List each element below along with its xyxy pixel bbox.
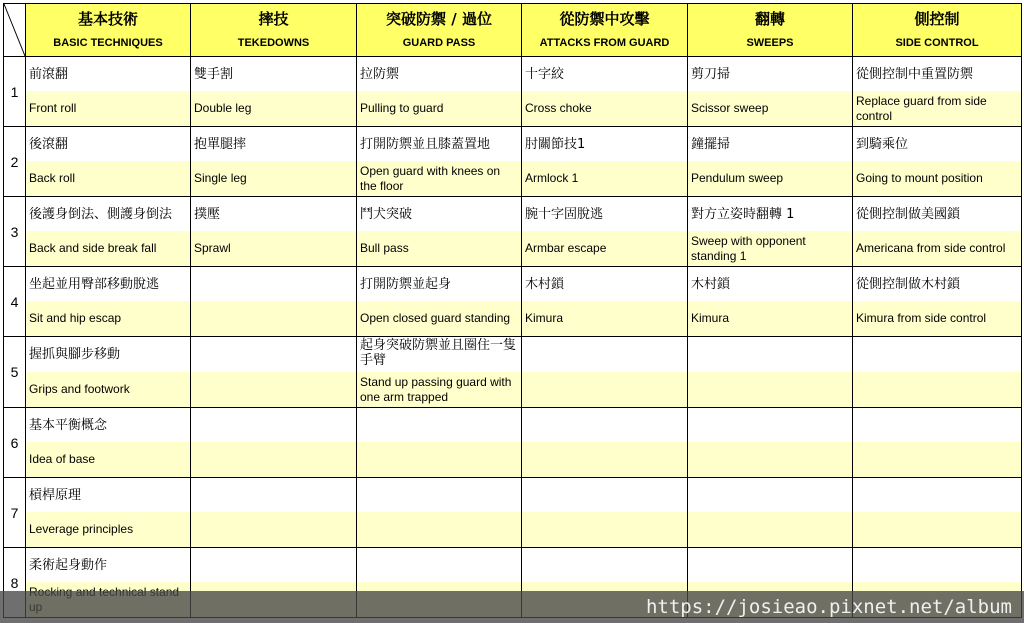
row-number: 2 — [4, 127, 26, 197]
technique-name-zh: 從側控制中重置防禦 — [853, 57, 1021, 91]
technique-name-en: Pendulum sweep — [688, 161, 852, 196]
technique-name-en — [522, 512, 687, 547]
technique-cell — [688, 127, 853, 197]
technique-name-en: Double leg — [191, 91, 356, 126]
technique-name-zh — [191, 478, 356, 512]
technique-cell — [357, 267, 522, 337]
column-header-en: SWEEPS — [746, 37, 794, 49]
column-header — [26, 4, 191, 57]
technique-name-zh: 打開防禦並且膝蓋置地 — [357, 127, 521, 161]
technique-name-en: Kimura from side control — [853, 301, 1021, 336]
technique-name-zh — [522, 478, 687, 512]
column-header-zh: 突破防禦 / 過位 — [386, 10, 492, 28]
technique-name-zh — [522, 548, 687, 582]
technique-name-zh: 十字絞 — [522, 57, 687, 91]
column-header-en: TEKEDOWNS — [237, 37, 310, 49]
technique-name-zh: 腕十字固脫逃 — [522, 197, 687, 231]
table-row — [4, 478, 1022, 548]
column-header — [357, 4, 522, 57]
technique-name-en: Stand up passing guard with one arm trapped — [357, 372, 521, 407]
technique-name-zh: 抱單腿摔 — [191, 127, 356, 161]
technique-cell — [26, 197, 191, 267]
technique-name-zh: 從側控制做木村鎖 — [853, 267, 1021, 301]
technique-name-zh: 鬥犬突破 — [357, 197, 521, 231]
row-number: 7 — [4, 478, 26, 548]
technique-cell — [191, 57, 357, 127]
technique-cell — [853, 127, 1022, 197]
technique-name-en — [357, 442, 521, 477]
technique-cell — [357, 57, 522, 127]
technique-name-en: Kimura — [522, 301, 687, 336]
technique-name-zh — [853, 338, 1021, 372]
technique-name-zh: 打開防禦並起身 — [357, 267, 521, 301]
technique-cell — [522, 408, 688, 478]
technique-name-en: Single leg — [191, 161, 356, 196]
diagonal-line — [4, 4, 25, 56]
technique-cell — [357, 408, 522, 478]
technique-cell — [357, 337, 522, 408]
row-number: 4 — [4, 267, 26, 337]
technique-cell — [26, 337, 191, 408]
technique-name-zh: 前滾翻 — [26, 57, 190, 91]
technique-cell — [688, 408, 853, 478]
technique-cell — [191, 267, 357, 337]
technique-cell — [853, 197, 1022, 267]
technique-name-zh: 對方立姿時翻轉 1 — [688, 197, 852, 231]
technique-name-zh: 鐘擺掃 — [688, 127, 852, 161]
technique-name-en: Bull pass — [357, 231, 521, 266]
technique-name-en: Sit and hip escap — [26, 301, 190, 336]
column-header-en: ATTACKS FROM GUARD — [539, 37, 670, 49]
technique-name-en: Armbar escape — [522, 231, 687, 266]
technique-cell — [522, 127, 688, 197]
technique-name-zh — [688, 548, 852, 582]
technique-cell — [688, 197, 853, 267]
technique-cell — [26, 478, 191, 548]
technique-cell — [26, 57, 191, 127]
technique-cell — [26, 127, 191, 197]
technique-name-zh: 到騎乘位 — [853, 127, 1021, 161]
column-header — [191, 4, 357, 57]
technique-name-zh: 撲壓 — [191, 197, 356, 231]
technique-name-zh — [688, 408, 852, 442]
technique-name-zh: 柔術起身動作 — [26, 548, 190, 582]
row-number: 3 — [4, 197, 26, 267]
technique-name-en — [191, 301, 356, 336]
technique-name-en — [522, 442, 687, 477]
technique-name-zh — [191, 548, 356, 582]
technique-name-zh — [191, 408, 356, 442]
technique-name-en: Sprawl — [191, 231, 356, 266]
technique-cell — [522, 197, 688, 267]
technique-name-zh: 起身突破防禦並且圈住一隻手臂 — [357, 337, 521, 372]
technique-name-en: Americana from side control — [853, 231, 1021, 266]
corner-cell — [4, 4, 26, 57]
column-header-zh: 摔技 — [258, 10, 289, 28]
techniques-table — [3, 3, 1022, 618]
technique-cell — [853, 57, 1022, 127]
technique-cell — [853, 267, 1022, 337]
technique-name-zh: 雙手割 — [191, 57, 356, 91]
technique-name-en: Cross choke — [522, 91, 687, 126]
technique-name-en — [191, 372, 356, 407]
technique-cell — [522, 267, 688, 337]
column-header-en: BASIC TECHNIQUES — [53, 37, 163, 49]
technique-cell — [191, 408, 357, 478]
technique-name-en: Armlock 1 — [522, 161, 687, 196]
technique-cell — [853, 478, 1022, 548]
column-header-zh: 從防禦中攻擊 — [559, 10, 650, 28]
technique-name-zh: 剪刀掃 — [688, 57, 852, 91]
technique-name-en: Grips and footwork — [26, 372, 190, 407]
technique-name-zh: 坐起並用臀部移動脫逃 — [26, 267, 190, 301]
technique-cell — [688, 57, 853, 127]
technique-cell — [191, 197, 357, 267]
technique-name-en — [688, 372, 852, 407]
technique-cell — [853, 408, 1022, 478]
technique-cell — [26, 408, 191, 478]
technique-name-en: Idea of base — [26, 442, 190, 477]
technique-name-en — [688, 512, 852, 547]
technique-name-zh: 後護身倒法、側護身倒法 — [26, 197, 190, 231]
table-row — [4, 57, 1022, 127]
technique-name-en: Going to mount position — [853, 161, 1021, 196]
technique-name-zh: 從側控制做美國鎖 — [853, 197, 1021, 231]
technique-name-zh: 後滾翻 — [26, 127, 190, 161]
technique-cell — [26, 267, 191, 337]
technique-cell — [357, 197, 522, 267]
technique-name-zh: 木村鎖 — [522, 267, 687, 301]
technique-name-en — [853, 512, 1021, 547]
row-number: 1 — [4, 57, 26, 127]
technique-name-en — [853, 372, 1021, 407]
technique-name-en — [357, 512, 521, 547]
technique-name-zh — [688, 478, 852, 512]
technique-name-zh — [853, 478, 1021, 512]
row-number: 8 — [4, 548, 26, 618]
column-header — [853, 4, 1022, 57]
table-row — [4, 337, 1022, 408]
technique-name-zh — [357, 408, 521, 442]
technique-name-zh — [191, 267, 356, 301]
column-header-zh: 翻轉 — [754, 10, 785, 28]
technique-cell — [191, 478, 357, 548]
technique-name-en: Sweep with opponent standing 1 — [688, 231, 852, 266]
technique-name-zh — [191, 338, 356, 372]
column-header-zh: 側控制 — [914, 10, 960, 28]
technique-cell — [191, 127, 357, 197]
column-header-zh: 基本技術 — [77, 10, 138, 28]
technique-cell — [357, 127, 522, 197]
column-header-en: GUARD PASS — [402, 37, 476, 49]
column-header — [522, 4, 688, 57]
technique-name-en — [191, 512, 356, 547]
technique-name-zh — [357, 548, 521, 582]
technique-name-zh: 握抓與腳步移動 — [26, 338, 190, 372]
technique-name-en: Pulling to guard — [357, 91, 521, 126]
table-row — [4, 408, 1022, 478]
technique-name-en: Open guard with knees on the floor — [357, 161, 521, 196]
technique-name-zh — [853, 548, 1021, 582]
technique-name-zh: 拉防禦 — [357, 57, 521, 91]
watermark-url: https://josieao.pixnet.net/album — [0, 591, 1024, 623]
technique-name-zh — [688, 338, 852, 372]
technique-name-en: Kimura — [688, 301, 852, 336]
technique-cell — [688, 478, 853, 548]
technique-name-zh: 槓桿原理 — [26, 478, 190, 512]
technique-name-zh — [522, 338, 687, 372]
technique-name-en: Replace guard from side control — [853, 91, 1021, 126]
technique-name-en: Back roll — [26, 161, 190, 196]
technique-name-en: Front roll — [26, 91, 190, 126]
technique-cell — [853, 337, 1022, 408]
table-row — [4, 197, 1022, 267]
technique-name-en: Scissor sweep — [688, 91, 852, 126]
table-body — [4, 57, 1022, 618]
header-row — [4, 4, 1022, 57]
technique-name-en — [191, 442, 356, 477]
technique-name-en — [688, 442, 852, 477]
technique-name-en: Open closed guard standing — [357, 301, 521, 336]
technique-name-zh: 基本平衡概念 — [26, 408, 190, 442]
technique-name-en — [853, 442, 1021, 477]
technique-name-zh: 肘關節技1 — [522, 127, 687, 161]
column-header-en: SIDE CONTROL — [895, 37, 979, 49]
row-number: 6 — [4, 408, 26, 478]
column-header — [688, 4, 853, 57]
technique-name-zh: 木村鎖 — [688, 267, 852, 301]
technique-cell — [688, 267, 853, 337]
row-number: 5 — [4, 337, 26, 408]
technique-cell — [522, 478, 688, 548]
technique-name-zh — [853, 408, 1021, 442]
technique-cell — [357, 478, 522, 548]
table-row — [4, 267, 1022, 337]
technique-cell — [522, 57, 688, 127]
technique-cell — [191, 337, 357, 408]
technique-cell — [522, 337, 688, 408]
technique-name-en: Leverage principles — [26, 512, 190, 547]
technique-name-zh — [357, 478, 521, 512]
technique-name-en: Back and side break fall — [26, 231, 190, 266]
table-row — [4, 127, 1022, 197]
technique-name-en — [522, 372, 687, 407]
technique-cell — [688, 337, 853, 408]
technique-name-zh — [522, 408, 687, 442]
